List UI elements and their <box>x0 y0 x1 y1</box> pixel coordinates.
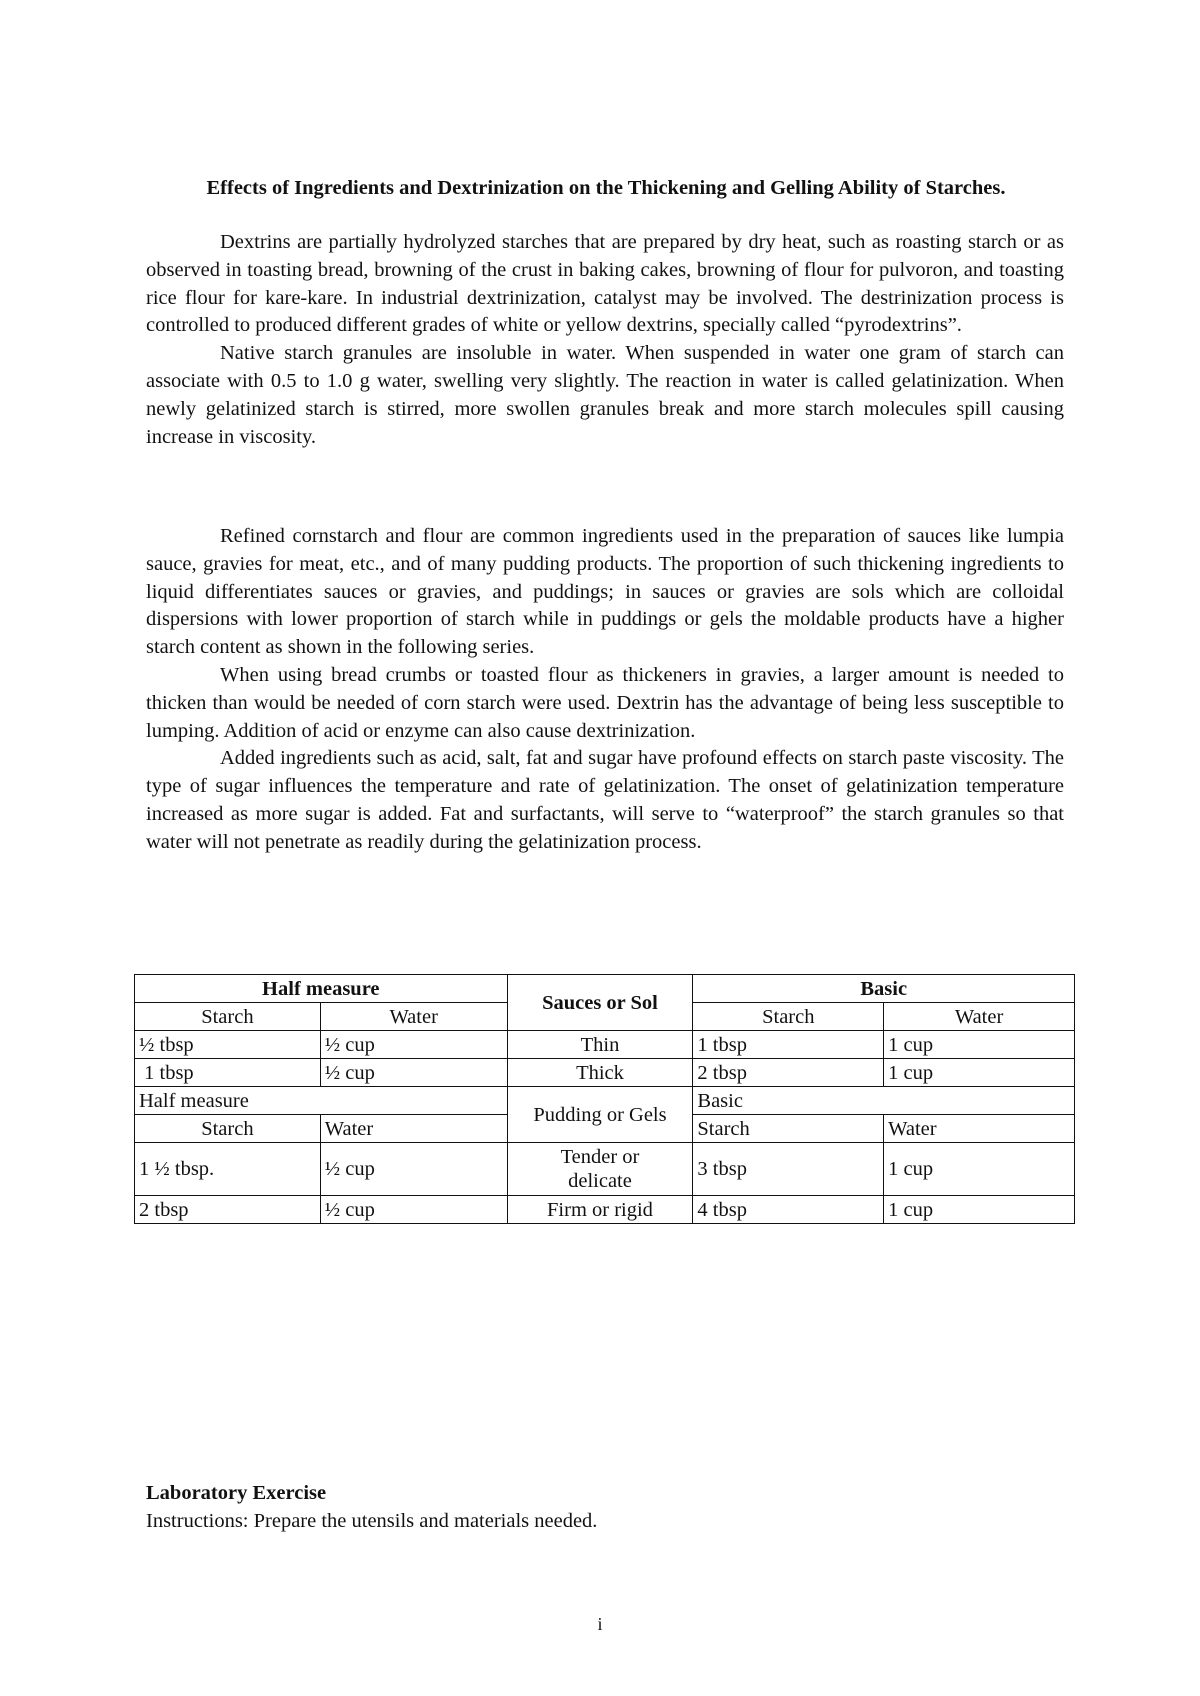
cell-basic-water: 1 cup <box>884 1143 1075 1196</box>
basic-header: Basic <box>693 975 1075 1003</box>
table-row <box>135 1031 1075 1059</box>
cell-type-line1: Tender or <box>560 1146 640 1168</box>
cell-type <box>507 1143 693 1196</box>
intro-text-block <box>146 229 1064 451</box>
sauces-category-header: Sauces or Sol <box>507 975 693 1031</box>
starch-proportion-table <box>134 974 1075 1224</box>
pudding-half-water-header: Water <box>320 1115 507 1143</box>
lab-instructions: Instructions: Prepare the utensils and materials needed. <box>146 1510 598 1532</box>
cell-basic-starch: 2 tbsp <box>693 1059 884 1087</box>
paragraph-native-starch: Native starch granules are insoluble in water. When suspended in water one gram of starch can associate with 0.5 to 1.0 g water, swelling very slightly. The reaction in water is called gelatinization. When newly gelatinized starch is stirred, more swollen granules break and more starch molecules spill causing increase in viscosity. <box>146 342 1064 448</box>
pudding-category-header: Pudding or Gels <box>507 1087 693 1143</box>
table-row <box>135 1196 1075 1224</box>
cell-half-water: ½ cup <box>320 1143 507 1196</box>
cell-basic-starch: 1 tbsp <box>693 1031 884 1059</box>
paragraph-cornstarch: Refined cornstarch and flour are common ingredients used in the preparation of sauces like lumpia sauce, gravies for meat, etc., and of many pudding products. The proportion of such thickening ingredients to liquid differentiates sauces or gravies, and puddings; in sauces or gravies are sols which are colloidal dispersions with lower proportion of starch while in puddings or gels the moldable products have a higher starch content as shown in the following series. <box>146 525 1064 659</box>
cell-half-starch: 2 tbsp <box>135 1196 321 1224</box>
paragraph-dextrins: Dextrins are partially hydrolyzed starches that are prepared by dry heat, such as roasting starch or as observed in toasting bread, browning of the crust in baking cakes, browning of flour for pulvoron, and toasting rice flour for kare-kare. In industrial dextrinization, catalyst may be involved. The destrinization process is controlled to produced different grades of white or yellow dextrins, specially called “pyrodextrins”. <box>146 231 1064 337</box>
cell-half-starch: ½ tbsp <box>135 1031 321 1059</box>
thickening-text-block <box>146 523 1064 857</box>
cell-half-water: ½ cup <box>320 1196 507 1224</box>
cell-type: Firm or rigid <box>507 1196 693 1224</box>
cell-half-starch: 1 ½ tbsp. <box>135 1143 321 1196</box>
table-row <box>135 1143 1075 1196</box>
document-title: Effects of Ingredients and Dextrinization on the Thickening and Gelling Ability of Starches. <box>206 177 1006 199</box>
half-starch-header: Starch <box>135 1003 321 1031</box>
cell-type-line2: delicate <box>568 1170 632 1192</box>
cell-basic-water: 1 cup <box>884 1059 1075 1087</box>
pudding-basic-water-header: Water <box>884 1115 1075 1143</box>
paragraph-bread-crumbs: When using bread crumbs or toasted flour as thickeners in gravies, a larger amount is needed to thicken than would be needed of corn starch were used. Dextrin has the advantage of being less susceptible to lumping. Addition of acid or enzyme can also cause dextrinization. <box>146 663 1064 742</box>
paragraph-added-ingredients: Added ingredients such as acid, salt, fat and sugar have profound effects on starch paste viscosity. The type of sugar influences the temperature and rate of gelatinization. The onset of gelatinization temperature increased as more sugar is added. Fat and surfactants, will serve to “waterproof” the starch granules so that water will not penetrate as readily during the gelatinization process. <box>146 747 1064 853</box>
page-number: i <box>597 1614 603 1634</box>
cell-type: Thin <box>507 1031 693 1059</box>
half-water-header: Water <box>320 1003 507 1031</box>
cell-basic-starch: 4 tbsp <box>693 1196 884 1224</box>
pudding-half-measure-header: Half measure <box>135 1087 508 1115</box>
cell-half-starch: 1 tbsp <box>135 1059 321 1087</box>
basic-water-header: Water <box>884 1003 1075 1031</box>
table-row <box>135 1059 1075 1087</box>
pudding-basic-header: Basic <box>693 1087 1075 1115</box>
cell-basic-starch: 3 tbsp <box>693 1143 884 1196</box>
cell-type: Thick <box>507 1059 693 1087</box>
cell-half-water: ½ cup <box>320 1031 507 1059</box>
cell-basic-water: 1 cup <box>884 1031 1075 1059</box>
pudding-basic-starch-header: Starch <box>693 1115 884 1143</box>
lab-exercise-heading: Laboratory Exercise <box>146 1482 327 1504</box>
cell-half-water: ½ cup <box>320 1059 507 1087</box>
table-header-row <box>135 975 1075 1003</box>
pudding-header-row <box>135 1087 1075 1115</box>
half-measure-header: Half measure <box>135 975 508 1003</box>
cell-basic-water: 1 cup <box>884 1196 1075 1224</box>
pudding-half-starch-header: Starch <box>135 1115 321 1143</box>
basic-starch-header: Starch <box>693 1003 884 1031</box>
